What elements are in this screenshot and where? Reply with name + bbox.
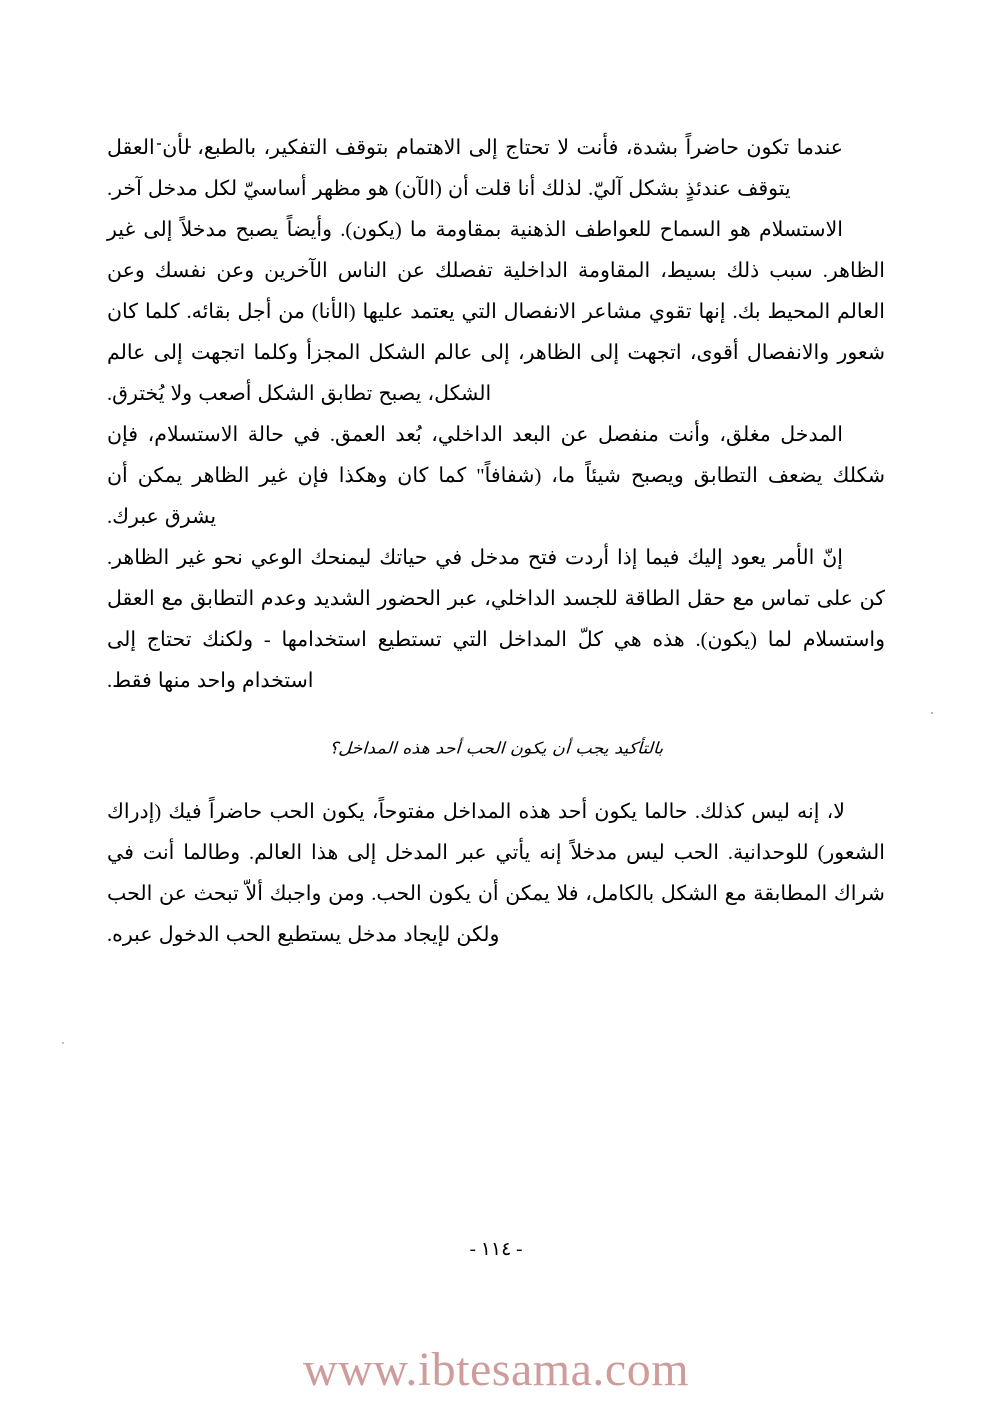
body-paragraph-4: إنّ الأمر يعود إليك فيما إذا أردت فتح مدخل في حياتك ليمنحك الوعي نحو غير الظاهر. كن على تماس مع حقل الطاقة للجسد الداخلي، عبر الحضور الشديد وعدم التطابق مع العقل واستسلام لما (يكون). هذه هي كلّ المداخل التي تستطيع استخدامها - ولكنك تحتاج إلى استخدام واحد منها فقط. <box>107 547 885 692</box>
site-watermark: www.ibtesama.com <box>302 1343 690 1396</box>
body-text-column <box>107 128 885 956</box>
scan-speckle <box>931 712 933 714</box>
body-paragraph-3: المدخل مغلق، وأنت منفصل عن البعد الداخلي، بُعد العمق. في حالة الاستسلام، فإن شكلك يضعف التطابق ويصبح شيئاً ما، (شفافاً" كما كان وهكذا فإن غير الظاهر يمكن أن يشرق عبرك. <box>107 424 885 528</box>
inset-question-text: بالتأكيد يجب أن يكون الحب أحد هذه المداخل؟ <box>328 739 664 759</box>
page-number: - ١١٤ - <box>469 1239 523 1260</box>
inset-question-block <box>107 736 885 762</box>
body-paragraph-1: عندما تكون حاضراً بشدة، فأنت لا تحتاج إلى الاهتمام بتوقف التفكير، بالطبع، لأن العقل يتوقف عندئذٍ بشكل آليّ. لذلك أنا قلت أن (الآن) هو مظهر أساسيّ لكل مدخل آخر. <box>107 137 843 200</box>
body-paragraph-2: الاستسلام هو السماح للعواطف الذهنية بمقاومة ما (يكون). وأيضاً يصبح مدخلاً إلى غير الظاهر. سبب ذلك بسيط، المقاومة الداخلية تفصلك عن الناس الآخرين وعن نفسك وعن العالم المحيط بك. إنها تقوي مشاعر الانفصال التي يعتمد عليها (الأنا) من أجل بقائه. كلما كان شعور والانفصال أقوى، اتجهت إلى الظاهر، إلى عالم الشكل المجزأ وكلما اتجهت إلى عالم الشكل، يصبح تطابق الشكل أصعب ولا يُخترق. <box>107 219 885 405</box>
scan-speckle <box>62 1042 64 1044</box>
answer-paragraph: لا، إنه ليس كذلك. حالما يكون أحد هذه المداخل مفتوحاً، يكون الحب حاضراً فيك (إدراك الشعور) للوحدانية. الحب ليس مدخلاً إنه يأتي عبر المدخل إلى هذا العالم. وطالما أنت في شراك المطابقة مع الشكل بالكامل، فلا يمكن أن يكون الحب. ومن واجبك ألاّ تبحث عن الحب ولكن لإيجاد مدخل يستطيع الحب الدخول عبره. <box>107 801 885 946</box>
